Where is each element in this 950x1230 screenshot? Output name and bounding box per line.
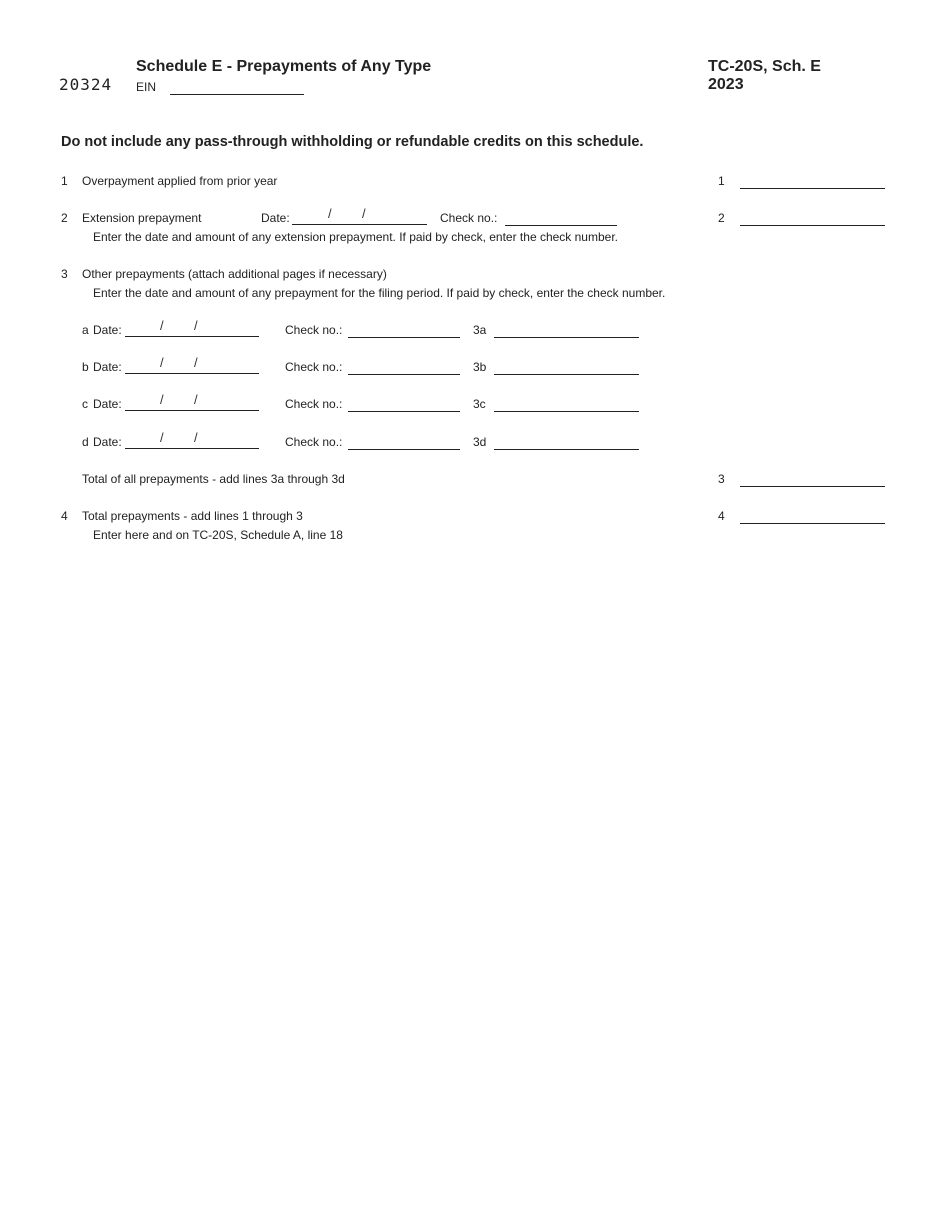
row-3a-date-field[interactable] bbox=[125, 318, 259, 337]
line1-amount-field[interactable] bbox=[740, 188, 885, 189]
date-separator: / bbox=[194, 392, 198, 407]
line2-number: 2 bbox=[61, 211, 68, 225]
date-separator: / bbox=[194, 318, 198, 333]
row-date-label: Date: bbox=[93, 360, 122, 374]
line4-instruction: Enter here and on TC-20S, Schedule A, line 18 bbox=[93, 528, 343, 542]
line4-number: 4 bbox=[61, 509, 68, 523]
ein-label: EIN bbox=[136, 80, 157, 94]
row-3d-check-field[interactable] bbox=[348, 449, 460, 450]
ein-field[interactable] bbox=[170, 94, 304, 95]
row-3b-date-field[interactable] bbox=[125, 355, 259, 374]
date-separator: / bbox=[328, 206, 332, 221]
line3-total-label: Total of all prepayments - add lines 3a through 3d bbox=[82, 472, 345, 486]
line3-label: Other prepayments (attach additional pages if necessary) bbox=[82, 267, 387, 281]
row-3b-amount-field[interactable] bbox=[494, 374, 639, 375]
row-check-label: Check no.: bbox=[285, 435, 343, 449]
row-3a-check-field[interactable] bbox=[348, 337, 460, 338]
line4-amount-field[interactable] bbox=[740, 523, 885, 524]
line3-amount-field[interactable] bbox=[740, 486, 885, 487]
line3-box-number: 3 bbox=[718, 472, 725, 486]
row-letter: a bbox=[82, 323, 89, 337]
line2-amount-field[interactable] bbox=[740, 225, 885, 226]
date-separator: / bbox=[194, 355, 198, 370]
line2-date-label: Date: bbox=[261, 211, 290, 225]
date-separator: / bbox=[160, 318, 164, 333]
row-box-number: 3b bbox=[473, 360, 487, 374]
line4-box-number: 4 bbox=[718, 509, 725, 523]
row-letter: d bbox=[82, 435, 89, 449]
line2-check-field[interactable] bbox=[505, 225, 617, 226]
form-id: TC-20S, Sch. E bbox=[708, 58, 821, 75]
date-separator: / bbox=[160, 430, 164, 445]
row-3c-check-field[interactable] bbox=[348, 411, 460, 412]
line2-box-number: 2 bbox=[718, 211, 725, 225]
date-separator: / bbox=[160, 392, 164, 407]
date-separator: / bbox=[194, 430, 198, 445]
line2-instruction: Enter the date and amount of any extension prepayment. If paid by check, enter the check number. bbox=[93, 230, 618, 244]
row-letter: c bbox=[82, 397, 88, 411]
row-3c-amount-field[interactable] bbox=[494, 411, 639, 412]
notice-text: Do not include any pass-through withholding or refundable credits on this schedule. bbox=[61, 134, 644, 150]
row-box-number: 3c bbox=[473, 397, 486, 411]
row-check-label: Check no.: bbox=[285, 397, 343, 411]
line2-date-field[interactable] bbox=[292, 206, 427, 225]
line2-check-label: Check no.: bbox=[440, 211, 498, 225]
row-date-label: Date: bbox=[93, 435, 122, 449]
row-check-label: Check no.: bbox=[285, 360, 343, 374]
line3-number: 3 bbox=[61, 267, 68, 281]
line3-instruction: Enter the date and amount of any prepayment for the filing period. If paid by check, enter the check number. bbox=[93, 286, 666, 300]
date-separator: / bbox=[362, 206, 366, 221]
line2-label: Extension prepayment bbox=[82, 211, 202, 225]
row-date-label: Date: bbox=[93, 323, 122, 337]
row-box-number: 3d bbox=[473, 435, 487, 449]
line1-label: Overpayment applied from prior year bbox=[82, 174, 278, 188]
row-3d-date-field[interactable] bbox=[125, 430, 259, 449]
page-title: Schedule E - Prepayments of Any Type bbox=[136, 58, 432, 75]
row-check-label: Check no.: bbox=[285, 323, 343, 337]
row-box-number: 3a bbox=[473, 323, 487, 337]
form-code: 20324 bbox=[59, 75, 113, 94]
row-letter: b bbox=[82, 360, 89, 374]
row-3d-amount-field[interactable] bbox=[494, 449, 639, 450]
line1-box-number: 1 bbox=[718, 174, 725, 188]
row-3b-check-field[interactable] bbox=[348, 374, 460, 375]
line1-number: 1 bbox=[61, 174, 68, 188]
row-3a-amount-field[interactable] bbox=[494, 337, 639, 338]
row-date-label: Date: bbox=[93, 397, 122, 411]
line4-label: Total prepayments - add lines 1 through 3 bbox=[82, 509, 303, 523]
date-separator: / bbox=[160, 355, 164, 370]
row-3c-date-field[interactable] bbox=[125, 392, 259, 411]
tax-year: 2023 bbox=[708, 76, 744, 93]
